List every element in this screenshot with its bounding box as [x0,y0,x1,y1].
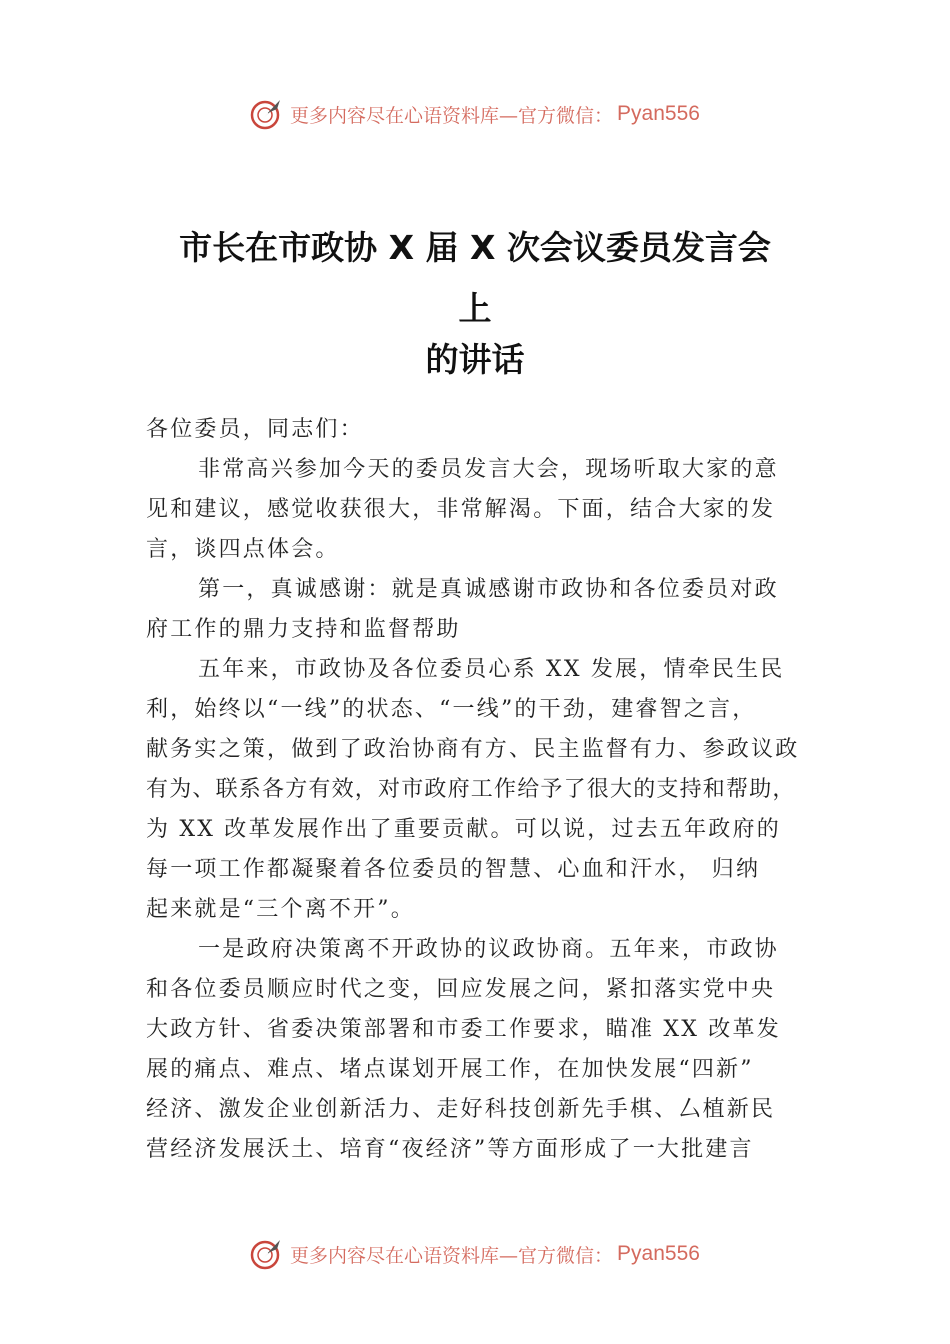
section-heading-line: 第一，真诚感谢：就是真诚感谢市政协和各位委员对政 [198,577,779,602]
watermark-text: 更多内容尽在心语资料库—官方微信： [290,104,614,127]
paragraph-line: 展的痛点、难点、堵点谋划开展工作，在加快发展“四新” [146,1057,754,1082]
paragraph-line: 每一项工作都凝聚着各位委员的智慧、心血和汗水， 归纳 [146,857,761,882]
paragraph-line: 经济、激发企业创新活力、走好科技创新先手棋、厶植新民 [146,1097,776,1122]
paragraph-line: 起来就是“三个离不开”。 [146,897,415,922]
quill-logo-icon [250,1237,284,1271]
watermark-banner-top [0,94,950,134]
watermark-account: Pyan556 [617,1242,700,1265]
watermark-banner-bottom [0,1234,950,1274]
paragraph-line: 见和建议，感觉收获很大，非常解渴。下面，结合大家的发 [146,497,776,522]
paragraph-line: 大政方针、省委决策部署和市委工作要求，瞄准 XX 改革发 [146,1017,781,1042]
watermark-text: 更多内容尽在心语资料库—官方微信： [290,1244,614,1267]
paragraph-line: 和各位委员顺应时代之变，回应发展之问，紧扣落实党中央 [146,977,776,1002]
paragraph-line: 营经济发展沃土、培育“夜经济”等方面形成了一大批建言 [146,1137,754,1162]
document-title-line3: 的讲话 [425,340,525,379]
paragraph-line: 言，谈四点体会。 [146,537,340,562]
paragraph-line: 有为、联系各方有效，对市政府工作给予了很大的支持和帮助， [146,777,796,802]
paragraph-line: 五年来，市政协及各位委员心系 XX 发展，情牵民生民 [198,657,785,682]
paragraph-line: 一是政府决策离不开政协的议政协商。五年来，市政协 [198,937,779,962]
salutation: 各位委员，同志们： [146,417,364,442]
paragraph-line: 献务实之策，做到了政治协商有方、民主监督有力、参政议政 [146,737,800,762]
document-body [146,410,836,1170]
section-heading-line: 府工作的鼎力支持和监督帮助 [146,617,461,642]
document-title-line1: 市长在市政协 X 届 X 次会议委员发言会 [179,228,771,267]
document-title-line2: 上 [458,289,492,328]
paragraph-line: 非常高兴参加今天的委员发言大会，现场听取大家的意 [198,457,779,482]
watermark-account: Pyan556 [617,102,700,125]
quill-logo-icon [250,97,284,131]
paragraph-line: 利，始终以“一线”的状态、“一线”的干劲，建睿智之言， [146,697,757,722]
paragraph-line: 为 XX 改革发展作出了重要贡献。可以说，过去五年政府的 [146,817,781,842]
